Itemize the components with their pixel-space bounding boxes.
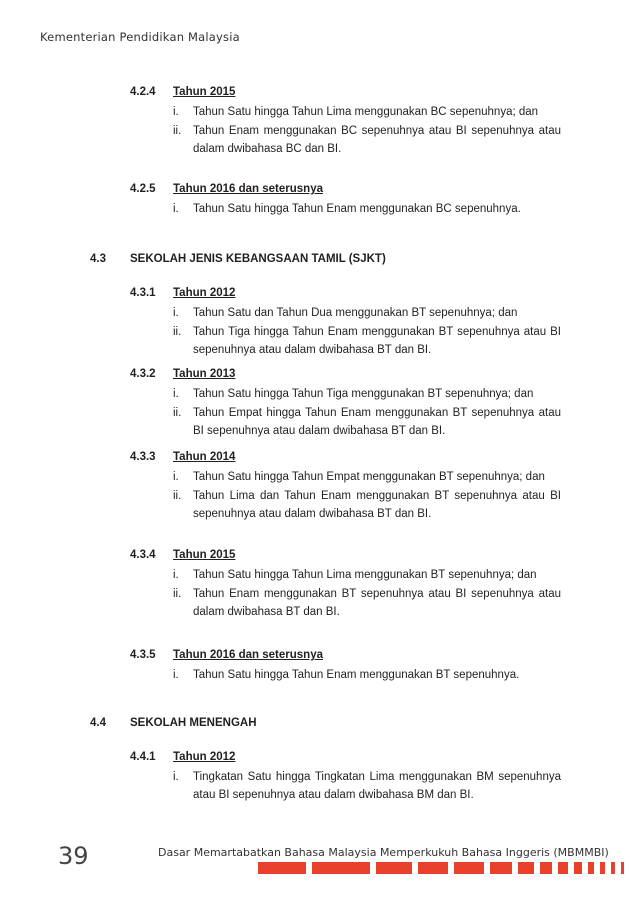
footer-decor-bars [258, 862, 638, 874]
list-item [173, 122, 561, 158]
list-item [173, 666, 561, 684]
subsection-number: 4.3.4 [130, 549, 156, 561]
footer-bar [558, 862, 568, 874]
list-marker: i. [173, 307, 179, 319]
item-list [173, 566, 561, 622]
subsection-number: 4.2.4 [130, 86, 156, 98]
list-item-text: Tahun Lima dan Tahun Enam menggunakan BT sepenuhnya atau BI sepenuhnya atau dalam dwibahasa BT dan BI. [193, 490, 561, 520]
list-marker: i. [173, 471, 179, 483]
section-number: 4.4 [90, 717, 106, 729]
page-header: Kementerian Pendidikan Malaysia [40, 30, 240, 44]
subsection-number: 4.2.5 [130, 183, 156, 195]
subsection-title: Tahun 2016 dan seterusnya [173, 649, 323, 661]
list-item [173, 200, 561, 218]
subsection-title: Tahun 2014 [173, 451, 236, 463]
subsection-title: Tahun 2016 dan seterusnya [173, 183, 323, 195]
list-item-text: Tahun Satu hingga Tahun Empat menggunakan BT sepenuhnya; dan [193, 471, 545, 483]
footer-bar [376, 862, 412, 874]
subsection-title: Tahun 2015 [173, 86, 236, 98]
list-item-text: Tahun Satu dan Tahun Dua menggunakan BT sepenuhnya; dan [193, 307, 518, 319]
section-title: SEKOLAH MENENGAH [130, 717, 257, 729]
list-item-text: Tingkatan Satu hingga Tingkatan Lima menggunakan BM sepenuhnya atau BI sepenuhnya atau dalam dwibahasa BM dan BI. [193, 771, 561, 801]
list-item-text: Tahun Enam menggunakan BT sepenuhnya atau BI sepenuhnya atau dalam dwibahasa BT dan BI. [193, 588, 561, 618]
footer-bar [258, 862, 306, 874]
item-list [173, 666, 561, 685]
list-item-text: Tahun Enam menggunakan BC sepenuhnya atau BI sepenuhnya atau dalam dwibahasa BC dan BI. [193, 125, 561, 155]
list-item-text: Tahun Satu hingga Tahun Lima menggunakan BC sepenuhnya; dan [193, 106, 539, 118]
list-item [173, 566, 561, 584]
section-number: 4.3 [90, 253, 106, 265]
footer-bar [518, 862, 534, 874]
list-marker: ii. [173, 490, 182, 502]
footer-bar [588, 862, 594, 874]
list-marker: i. [173, 569, 179, 581]
footer-bar [490, 862, 512, 874]
footer-title: Dasar Memartabatkan Bahasa Malaysia Memperkukuh Bahasa Inggeris (MBMMBI) [158, 846, 609, 859]
list-item-text: Tahun Empat hingga Tahun Enam menggunakan BT sepenuhnya atau BI sepenuhnya atau dalam dwibahasa BT dan BI. [193, 407, 561, 437]
subsection-number: 4.3.2 [130, 368, 156, 380]
list-item-text: Tahun Tiga hingga Tahun Enam menggunakan BT sepenuhnya atau BI sepenuhnya atau dalam dwibahasa BT dan BI. [193, 326, 561, 356]
list-item [173, 585, 561, 621]
footer-bar [540, 862, 552, 874]
footer-bar [312, 862, 370, 874]
list-marker: ii. [173, 407, 182, 419]
list-item-text: Tahun Satu hingga Tahun Enam menggunakan BC sepenuhnya. [193, 203, 521, 215]
subsection-title: Tahun 2015 [173, 549, 236, 561]
subsection-title: Tahun 2012 [173, 751, 236, 763]
subsection-title: Tahun 2013 [173, 368, 236, 380]
list-item [173, 323, 561, 359]
list-item [173, 487, 561, 523]
list-item [173, 304, 561, 322]
list-item [173, 468, 561, 486]
list-item [173, 404, 561, 440]
footer-bar [574, 862, 582, 874]
footer-bar [600, 862, 605, 874]
section-title: SEKOLAH JENIS KEBANGSAAN TAMIL (SJKT) [130, 253, 386, 265]
subsection-number: 4.3.5 [130, 649, 156, 661]
subsection-number: 4.3.3 [130, 451, 156, 463]
list-item [173, 385, 561, 403]
list-marker: ii. [173, 326, 182, 338]
item-list [173, 304, 561, 360]
item-list [173, 200, 561, 219]
list-item-text: Tahun Satu hingga Tahun Lima menggunakan BT sepenuhnya; dan [193, 569, 537, 581]
list-marker: ii. [173, 588, 182, 600]
list-marker: i. [173, 771, 179, 783]
item-list [173, 768, 561, 805]
footer-bar [621, 862, 624, 874]
item-list [173, 103, 561, 159]
list-item [173, 103, 561, 121]
item-list [173, 468, 561, 524]
subsection-title: Tahun 2012 [173, 287, 236, 299]
page-number: 39 [58, 842, 89, 870]
list-marker: i. [173, 203, 179, 215]
list-item-text: Tahun Satu hingga Tahun Enam menggunakan BT sepenuhnya. [193, 669, 520, 681]
subsection-number: 4.3.1 [130, 287, 156, 299]
list-marker: i. [173, 669, 179, 681]
list-item-text: Tahun Satu hingga Tahun Tiga menggunakan BT sepenuhnya; dan [193, 388, 534, 400]
item-list [173, 385, 561, 441]
footer-bar [611, 862, 615, 874]
list-marker: i. [173, 388, 179, 400]
footer-bar [454, 862, 484, 874]
list-marker: ii. [173, 125, 182, 137]
list-item [173, 768, 561, 804]
subsection-number: 4.4.1 [130, 751, 156, 763]
list-marker: i. [173, 106, 179, 118]
footer-bar [418, 862, 448, 874]
